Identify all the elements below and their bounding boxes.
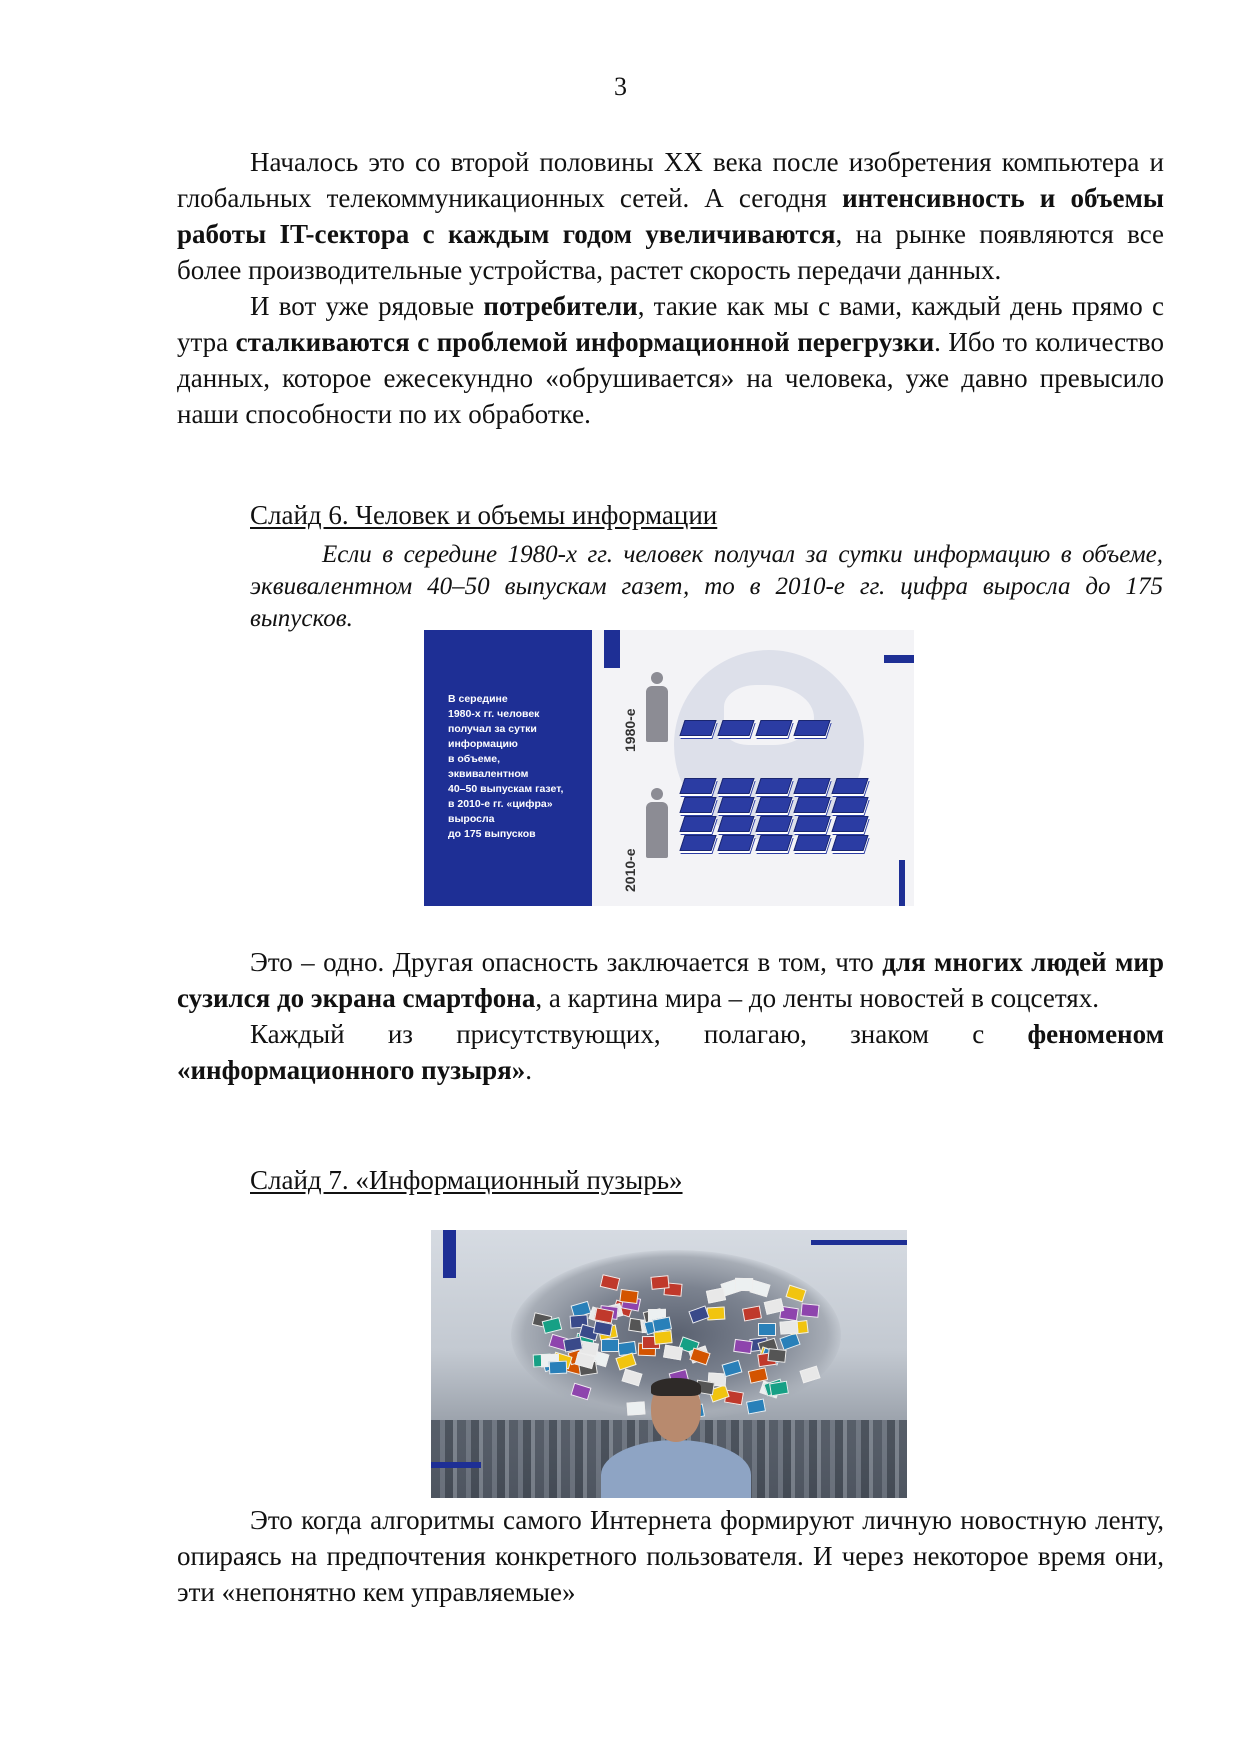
newspaper-icon bbox=[755, 816, 792, 832]
newspaper-icon bbox=[679, 816, 716, 832]
paragraphs-end bbox=[177, 1502, 1164, 1610]
media-tile bbox=[767, 1348, 786, 1363]
era-label-1980: 1980-е bbox=[622, 708, 638, 752]
person-icon bbox=[646, 788, 668, 858]
paragraph-consumers-overload: И вот уже рядовые потребители, такие как мы с вами, каждый день прямо с утра сталкиваются с проблемой информационной перегрузки. Ибо то количество данных, которое ежесекундно «обрушивается» на человека, уже давно превысило наши способности по их обработке. bbox=[177, 291, 1164, 429]
newspaper-icon bbox=[679, 835, 716, 851]
newspaper-stack-2010 bbox=[682, 778, 868, 851]
newspaper-icon bbox=[717, 778, 754, 794]
accent-bar bbox=[884, 655, 914, 663]
newspaper-icon bbox=[717, 720, 754, 736]
accent-bar bbox=[443, 1230, 456, 1278]
slide-6-panel-text: В середине 1980-х гг. человек получал за сутки информацию в объеме, эквивалентном 40–50 выпускам газет, в 2010-е гг. «цифра» выросла до 175 выпусков bbox=[448, 693, 564, 840]
media-tile bbox=[620, 1289, 639, 1304]
media-tile bbox=[780, 1321, 799, 1335]
paragraph-smartphone-world: Это – одно. Другая опасность заключается в том, что для многих людей мир сузился до экрана смартфона, а картина мира – до ленты новостей в соцсетях. bbox=[177, 947, 1164, 1013]
newspaper-icon bbox=[717, 816, 754, 832]
media-tile bbox=[627, 1402, 646, 1416]
paragraphs-intro bbox=[177, 144, 1164, 432]
newspaper-icon bbox=[793, 816, 830, 832]
media-tile bbox=[742, 1305, 762, 1321]
paragraphs-middle bbox=[177, 944, 1164, 1088]
newspaper-icon bbox=[793, 835, 830, 851]
media-tile bbox=[735, 1277, 753, 1290]
media-tile bbox=[651, 1275, 670, 1290]
newspaper-icon bbox=[831, 778, 868, 794]
media-tile bbox=[733, 1338, 753, 1353]
era-label-2010: 2010-е bbox=[622, 848, 638, 892]
media-tile bbox=[653, 1330, 672, 1345]
page-number: 3 bbox=[614, 72, 627, 101]
accent-bar bbox=[811, 1240, 907, 1245]
newspaper-icon bbox=[755, 720, 792, 736]
newspaper-icon bbox=[755, 778, 792, 794]
slide-7-image bbox=[431, 1230, 907, 1498]
newspaper-icon bbox=[831, 797, 868, 813]
person-icon bbox=[646, 672, 668, 742]
paragraph-info-bubble-intro: Каждый из присутствующих, полагаю, знаком с феноменом «информационного пузыря». bbox=[177, 1019, 1164, 1085]
paragraph-it-growth: Началось это со второй половины XX века после изобретения компьютера и глобальных телекоммуникационных сетей. А сегодня интенсивность и объемы работы IT-сектора с каждым годом увеличиваются, на рынке появляются все более производительные устройства, растет скорость передачи данных. bbox=[177, 147, 1165, 285]
newspaper-icon bbox=[793, 720, 830, 736]
slide-7-caption: Слайд 7. «Информационный пузырь» bbox=[250, 1165, 683, 1195]
newspaper-icon bbox=[793, 778, 830, 794]
media-tile bbox=[706, 1307, 725, 1321]
slide-6-image bbox=[424, 630, 914, 906]
newspaper-icon bbox=[679, 778, 716, 794]
slide-6-caption: Слайд 6. Человек и объемы информации bbox=[250, 500, 718, 530]
media-tile bbox=[548, 1360, 567, 1374]
newspaper-icon bbox=[679, 720, 716, 736]
media-tile bbox=[800, 1303, 819, 1318]
newspaper-icon bbox=[755, 835, 792, 851]
accent-bar bbox=[899, 860, 905, 906]
accent-bar bbox=[431, 1462, 481, 1468]
newspaper-stack-1980 bbox=[682, 720, 830, 736]
man-hair bbox=[651, 1378, 701, 1396]
media-tile bbox=[663, 1344, 683, 1360]
newspaper-icon bbox=[831, 835, 868, 851]
newspaper-icon bbox=[717, 835, 754, 851]
newspaper-icon bbox=[717, 797, 754, 813]
newspaper-icon bbox=[679, 797, 716, 813]
media-tile bbox=[746, 1399, 766, 1415]
accent-bar bbox=[604, 630, 620, 668]
slide-6-quote: Если в середине 1980-х гг. человек получал за сутки информацию в объеме, эквивалентном 40–50 выпускам газет, то в 2010-е гг. цифра выросла до 175 выпусков. bbox=[250, 541, 1163, 632]
newspaper-icon bbox=[831, 816, 868, 832]
media-tile bbox=[601, 1339, 619, 1352]
paragraph-algorithms: Это когда алгоритмы самого Интернета формируют личную новостную ленту, опираясь на предпочтения конкретного пользователя. И через некоторое время они, эти «непонятно кем управляемые» bbox=[177, 1505, 1164, 1607]
newspaper-icon bbox=[793, 797, 830, 813]
newspaper-icon bbox=[755, 797, 792, 813]
media-tile bbox=[758, 1323, 776, 1336]
